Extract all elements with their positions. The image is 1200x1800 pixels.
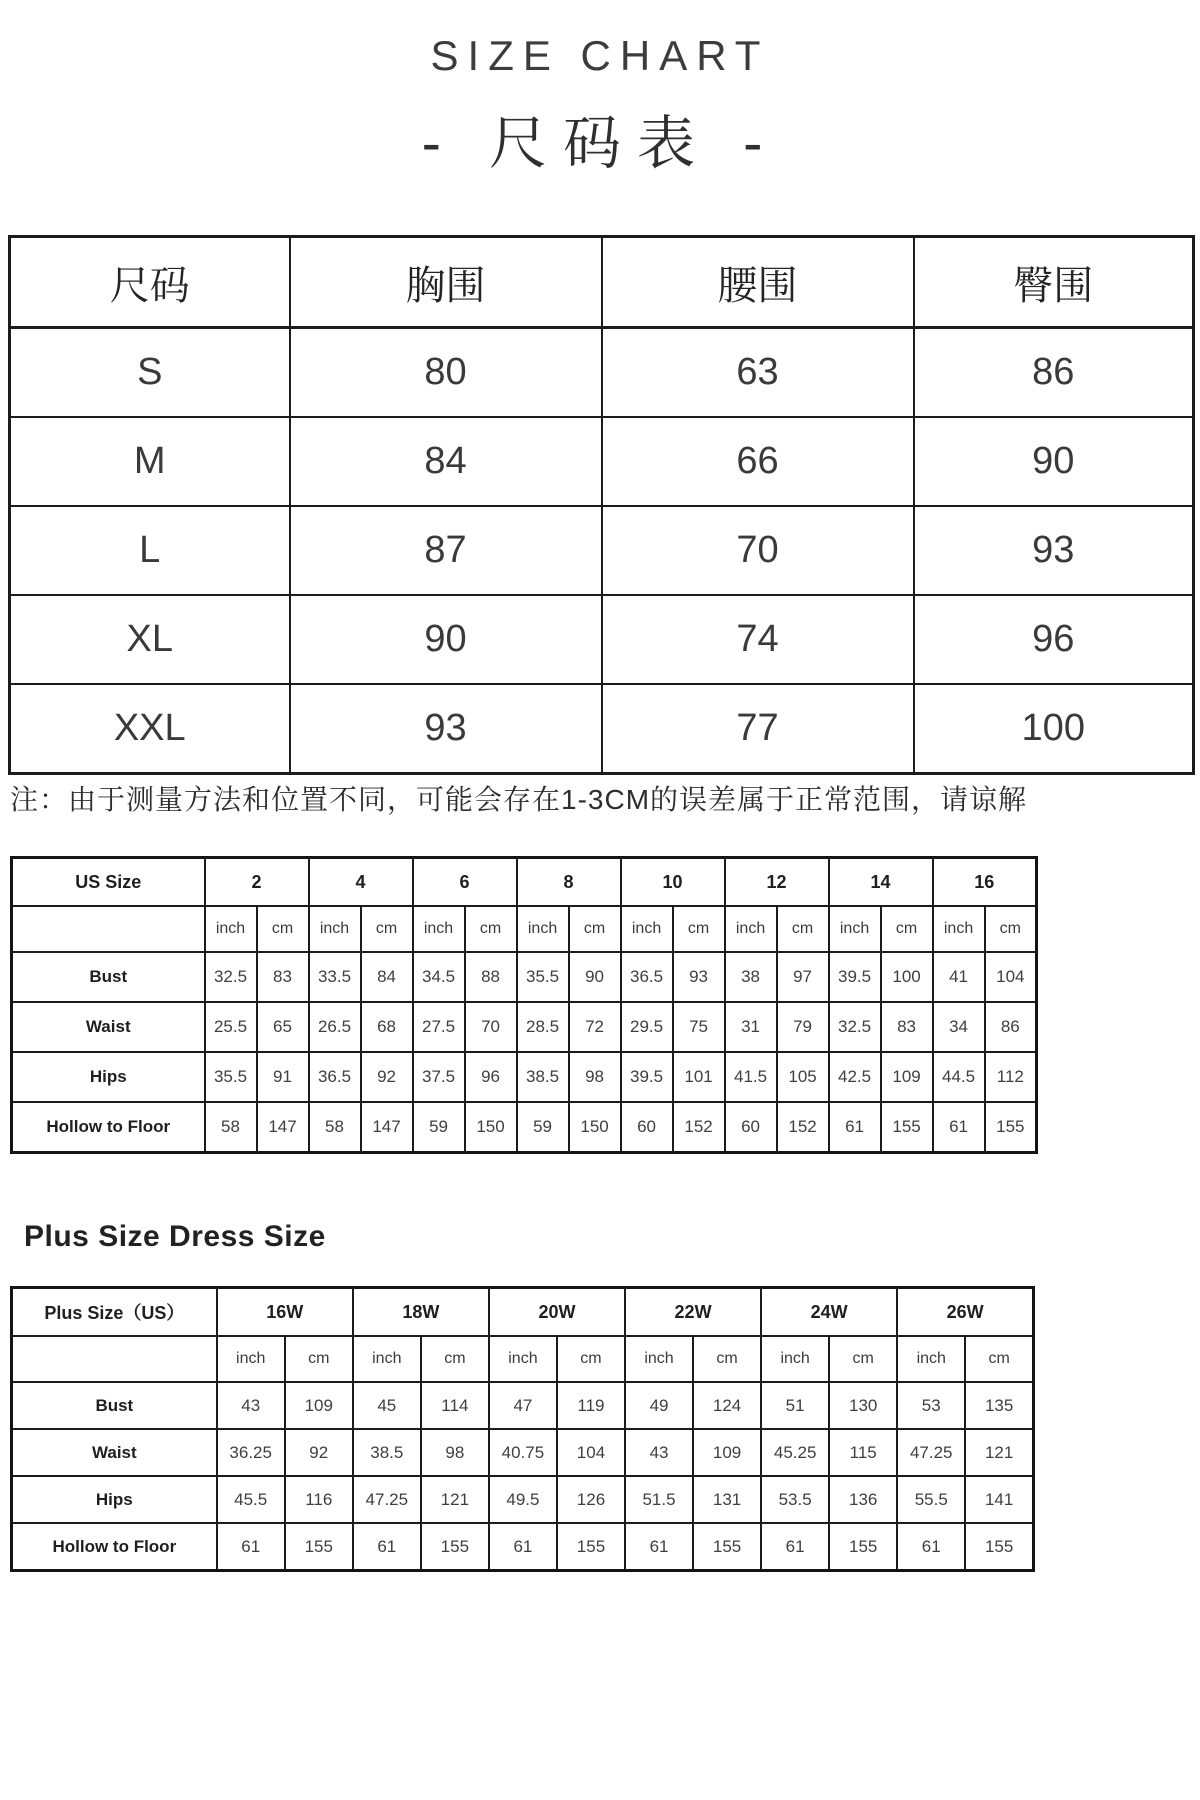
row-label-waist: Waist (12, 1002, 205, 1052)
value-cell: 37.5 (413, 1052, 465, 1102)
us-hips-row (12, 1052, 1037, 1102)
plus-size-header-row (12, 1288, 1034, 1337)
value-cell: 155 (693, 1523, 761, 1571)
value-cell: 25.5 (205, 1002, 257, 1052)
value-cell: 27.5 (413, 1002, 465, 1052)
plus-size-24w: 24W (761, 1288, 897, 1337)
cn-waist-value: 63 (602, 328, 914, 418)
value-cell: 60 (621, 1102, 673, 1153)
value-cell: 61 (761, 1523, 829, 1571)
value-cell: 42.5 (829, 1052, 881, 1102)
cn-hips-value: 86 (914, 328, 1194, 418)
cn-bust-value: 90 (290, 595, 602, 684)
value-cell: 61 (489, 1523, 557, 1571)
value-cell: 147 (257, 1102, 309, 1153)
value-cell: 47 (489, 1382, 557, 1429)
unit-inch: inch (621, 906, 673, 952)
us-hollow-row (12, 1102, 1037, 1153)
us-size-header-row (12, 858, 1037, 907)
cn-size-label: XXL (10, 684, 290, 774)
value-cell: 61 (933, 1102, 985, 1153)
value-cell: 126 (557, 1476, 625, 1523)
value-cell: 38.5 (517, 1052, 569, 1102)
value-cell: 136 (829, 1476, 897, 1523)
row-label-waist: Waist (12, 1429, 217, 1476)
value-cell: 53.5 (761, 1476, 829, 1523)
value-cell: 109 (881, 1052, 933, 1102)
plus-hips-row (12, 1476, 1034, 1523)
value-cell: 31 (725, 1002, 777, 1052)
value-cell: 45.5 (217, 1476, 285, 1523)
value-cell: 150 (465, 1102, 517, 1153)
value-cell: 155 (421, 1523, 489, 1571)
unit-inch: inch (625, 1336, 693, 1382)
value-cell: 101 (673, 1052, 725, 1102)
value-cell: 84 (361, 952, 413, 1002)
cn-waist-value: 70 (602, 506, 914, 595)
value-cell: 116 (285, 1476, 353, 1523)
value-cell: 39.5 (621, 1052, 673, 1102)
page-title-english: SIZE CHART (430, 32, 770, 79)
value-cell: 131 (693, 1476, 761, 1523)
value-cell: 58 (309, 1102, 361, 1153)
value-cell: 35.5 (517, 952, 569, 1002)
unit-inch: inch (517, 906, 569, 952)
value-cell: 141 (965, 1476, 1033, 1523)
value-cell: 34 (933, 1002, 985, 1052)
value-cell: 104 (557, 1429, 625, 1476)
value-cell: 33.5 (309, 952, 361, 1002)
value-cell: 61 (353, 1523, 421, 1571)
unit-cm: cm (285, 1336, 353, 1382)
value-cell: 61 (625, 1523, 693, 1571)
unit-inch: inch (933, 906, 985, 952)
cn-header-bust: 胸围 (290, 237, 602, 328)
value-cell: 100 (881, 952, 933, 1002)
us-size-6: 6 (413, 858, 517, 907)
unit-inch: inch (761, 1336, 829, 1382)
cn-waist-value: 74 (602, 595, 914, 684)
value-cell: 41 (933, 952, 985, 1002)
value-cell: 28.5 (517, 1002, 569, 1052)
value-cell: 43 (217, 1382, 285, 1429)
plus-size-18w: 18W (353, 1288, 489, 1337)
cn-header-row (10, 237, 1194, 328)
cn-hips-value: 96 (914, 595, 1194, 684)
row-label-hollow-to-floor: Hollow to Floor (12, 1523, 217, 1571)
cn-size-table (8, 235, 1195, 775)
row-label-hips: Hips (12, 1476, 217, 1523)
plus-size-26w: 26W (897, 1288, 1033, 1337)
plus-size-table (10, 1286, 1035, 1572)
value-cell: 36.5 (621, 952, 673, 1002)
unit-inch: inch (309, 906, 361, 952)
cn-row-xl (10, 595, 1194, 684)
cn-row-m (10, 417, 1194, 506)
value-cell: 121 (965, 1429, 1033, 1476)
value-cell: 155 (881, 1102, 933, 1153)
value-cell: 49 (625, 1382, 693, 1429)
value-cell: 92 (285, 1429, 353, 1476)
value-cell: 114 (421, 1382, 489, 1429)
us-size-2: 2 (205, 858, 309, 907)
cn-hips-value: 90 (914, 417, 1194, 506)
value-cell: 44.5 (933, 1052, 985, 1102)
value-cell: 147 (361, 1102, 413, 1153)
cn-bust-value: 93 (290, 684, 602, 774)
unit-inch: inch (413, 906, 465, 952)
value-cell: 88 (465, 952, 517, 1002)
plus-hollow-row (12, 1523, 1034, 1571)
cn-row-l (10, 506, 1194, 595)
cn-row-s (10, 328, 1194, 418)
plus-size-20w: 20W (489, 1288, 625, 1337)
value-cell: 83 (881, 1002, 933, 1052)
value-cell: 70 (465, 1002, 517, 1052)
unit-cm: cm (985, 906, 1037, 952)
value-cell: 34.5 (413, 952, 465, 1002)
cn-header-size: 尺码 (10, 237, 290, 328)
cn-bust-value: 80 (290, 328, 602, 418)
value-cell: 47.25 (353, 1476, 421, 1523)
unit-inch: inch (217, 1336, 285, 1382)
plus-size-heading: Plus Size Dress Size (24, 1220, 326, 1253)
plus-corner-label: Plus Size（US） (12, 1288, 217, 1337)
value-cell: 60 (725, 1102, 777, 1153)
value-cell: 105 (777, 1052, 829, 1102)
value-cell: 115 (829, 1429, 897, 1476)
plus-size-16w: 16W (217, 1288, 353, 1337)
value-cell: 79 (777, 1002, 829, 1052)
value-cell: 124 (693, 1382, 761, 1429)
value-cell: 36.25 (217, 1429, 285, 1476)
value-cell: 75 (673, 1002, 725, 1052)
value-cell: 83 (257, 952, 309, 1002)
cn-size-label: S (10, 328, 290, 418)
value-cell: 61 (829, 1102, 881, 1153)
row-label-hollow-to-floor: Hollow to Floor (12, 1102, 205, 1153)
value-cell: 36.5 (309, 1052, 361, 1102)
cn-hips-value: 100 (914, 684, 1194, 774)
plus-size-22w: 22W (625, 1288, 761, 1337)
value-cell: 32.5 (829, 1002, 881, 1052)
value-cell: 47.25 (897, 1429, 965, 1476)
value-cell: 29.5 (621, 1002, 673, 1052)
value-cell: 51.5 (625, 1476, 693, 1523)
value-cell: 40.75 (489, 1429, 557, 1476)
row-label-bust: Bust (12, 952, 205, 1002)
cn-waist-value: 77 (602, 684, 914, 774)
unit-cm: cm (673, 906, 725, 952)
us-unit-row (12, 906, 1037, 952)
value-cell: 35.5 (205, 1052, 257, 1102)
value-cell: 119 (557, 1382, 625, 1429)
plus-bust-row (12, 1382, 1034, 1429)
value-cell: 55.5 (897, 1476, 965, 1523)
unit-cm: cm (965, 1336, 1033, 1382)
unit-cm: cm (557, 1336, 625, 1382)
unit-cm: cm (881, 906, 933, 952)
cn-bust-value: 84 (290, 417, 602, 506)
measurement-tolerance-note: 注：由于测量方法和位置不同，可能会存在1-3CM的误差属于正常范围，请谅解 (10, 784, 1028, 815)
value-cell: 155 (965, 1523, 1033, 1571)
value-cell: 93 (673, 952, 725, 1002)
value-cell: 61 (897, 1523, 965, 1571)
value-cell: 68 (361, 1002, 413, 1052)
cn-size-label: XL (10, 595, 290, 684)
cn-waist-value: 66 (602, 417, 914, 506)
unit-cm: cm (361, 906, 413, 952)
value-cell: 92 (361, 1052, 413, 1102)
unit-inch: inch (829, 906, 881, 952)
value-cell: 90 (569, 952, 621, 1002)
value-cell: 97 (777, 952, 829, 1002)
cn-hips-value: 93 (914, 506, 1194, 595)
value-cell: 59 (413, 1102, 465, 1153)
us-waist-row (12, 1002, 1037, 1052)
plus-unit-row (12, 1336, 1034, 1382)
value-cell: 61 (217, 1523, 285, 1571)
value-cell: 91 (257, 1052, 309, 1102)
value-cell: 39.5 (829, 952, 881, 1002)
us-empty-corner (12, 906, 205, 952)
unit-inch: inch (205, 906, 257, 952)
unit-inch: inch (725, 906, 777, 952)
value-cell: 155 (285, 1523, 353, 1571)
value-cell: 58 (205, 1102, 257, 1153)
unit-cm: cm (257, 906, 309, 952)
unit-inch: inch (897, 1336, 965, 1382)
value-cell: 32.5 (205, 952, 257, 1002)
cn-size-label: L (10, 506, 290, 595)
cn-size-label: M (10, 417, 290, 506)
page-title-chinese: - 尺码表 - (421, 111, 779, 176)
value-cell: 38.5 (353, 1429, 421, 1476)
unit-cm: cm (777, 906, 829, 952)
value-cell: 86 (985, 1002, 1037, 1052)
value-cell: 51 (761, 1382, 829, 1429)
unit-cm: cm (421, 1336, 489, 1382)
value-cell: 59 (517, 1102, 569, 1153)
value-cell: 104 (985, 952, 1037, 1002)
unit-inch: inch (353, 1336, 421, 1382)
value-cell: 155 (829, 1523, 897, 1571)
value-cell: 45.25 (761, 1429, 829, 1476)
unit-cm: cm (829, 1336, 897, 1382)
us-bust-row (12, 952, 1037, 1002)
value-cell: 65 (257, 1002, 309, 1052)
us-size-4: 4 (309, 858, 413, 907)
value-cell: 49.5 (489, 1476, 557, 1523)
unit-cm: cm (569, 906, 621, 952)
value-cell: 109 (693, 1429, 761, 1476)
row-label-hips: Hips (12, 1052, 205, 1102)
value-cell: 150 (569, 1102, 621, 1153)
value-cell: 43 (625, 1429, 693, 1476)
value-cell: 98 (421, 1429, 489, 1476)
us-size-16: 16 (933, 858, 1037, 907)
unit-inch: inch (489, 1336, 557, 1382)
cn-header-hips: 臀围 (914, 237, 1194, 328)
value-cell: 155 (557, 1523, 625, 1571)
us-size-14: 14 (829, 858, 933, 907)
value-cell: 155 (985, 1102, 1037, 1153)
value-cell: 41.5 (725, 1052, 777, 1102)
value-cell: 96 (465, 1052, 517, 1102)
cn-bust-value: 87 (290, 506, 602, 595)
cn-row-xxl (10, 684, 1194, 774)
plus-waist-row (12, 1429, 1034, 1476)
value-cell: 38 (725, 952, 777, 1002)
value-cell: 98 (569, 1052, 621, 1102)
value-cell: 152 (673, 1102, 725, 1153)
value-cell: 112 (985, 1052, 1037, 1102)
value-cell: 26.5 (309, 1002, 361, 1052)
value-cell: 109 (285, 1382, 353, 1429)
plus-empty-corner (12, 1336, 217, 1382)
value-cell: 152 (777, 1102, 829, 1153)
row-label-bust: Bust (12, 1382, 217, 1429)
unit-cm: cm (693, 1336, 761, 1382)
us-size-8: 8 (517, 858, 621, 907)
value-cell: 135 (965, 1382, 1033, 1429)
us-size-12: 12 (725, 858, 829, 907)
cn-header-waist: 腰围 (602, 237, 914, 328)
value-cell: 130 (829, 1382, 897, 1429)
value-cell: 53 (897, 1382, 965, 1429)
unit-cm: cm (465, 906, 517, 952)
value-cell: 45 (353, 1382, 421, 1429)
value-cell: 121 (421, 1476, 489, 1523)
us-size-table (10, 856, 1038, 1154)
value-cell: 72 (569, 1002, 621, 1052)
us-size-10: 10 (621, 858, 725, 907)
us-corner-label: US Size (12, 858, 205, 907)
